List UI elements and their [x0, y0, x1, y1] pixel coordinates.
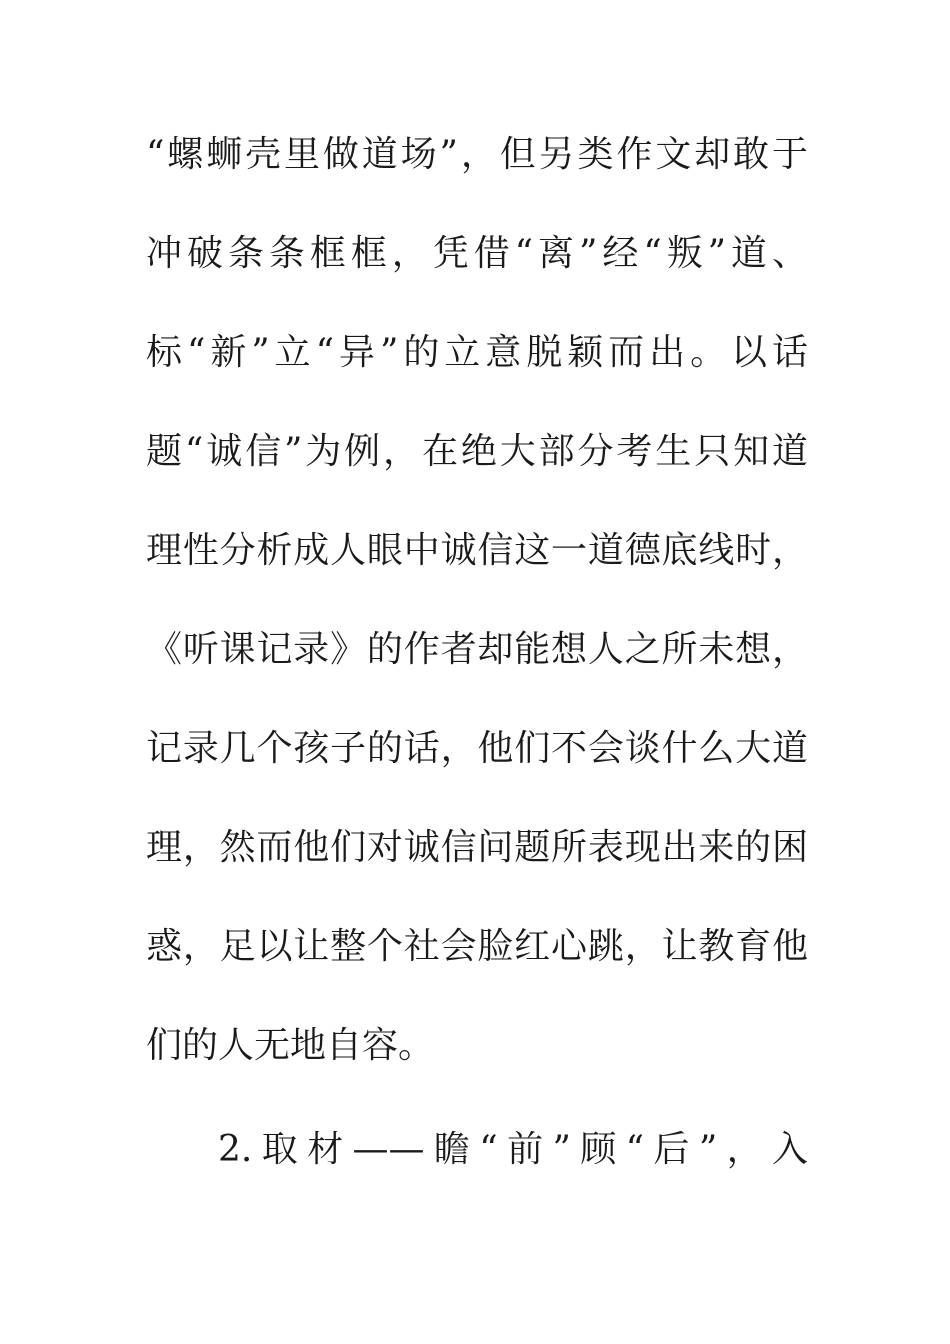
- paragraph-line: “螺蛳壳里做道场”，但另类作文却敢于: [146, 134, 808, 175]
- paragraph-line: 理，然而他们对诚信问题所表现出来的困: [146, 827, 808, 868]
- paragraph-line: 题“诚信”为例，在绝大部分考生只知道: [146, 431, 808, 472]
- paragraph-line: 标“新”立“异”的立意脱颖而出。以话: [146, 332, 808, 373]
- paragraph-line: 理性分析成人眼中诚信这一道德底线时，: [146, 530, 808, 571]
- paragraph-line: 《听课记录》的作者却能想人之所未想，: [146, 629, 808, 670]
- paragraph-line: 惑，足以让整个社会脸红心跳，让教育他: [146, 926, 808, 967]
- paragraph-line: 记录几个孩子的话，他们不会谈什么大道: [146, 728, 808, 769]
- paragraph-line: 们的人无地自容。: [146, 1025, 435, 1066]
- paragraph-line: 冲破条条框框，凭借“离”经“叛”道、: [146, 233, 808, 274]
- section-heading-line: 2.取材——瞻“前”顾“后”，入: [218, 1129, 808, 1170]
